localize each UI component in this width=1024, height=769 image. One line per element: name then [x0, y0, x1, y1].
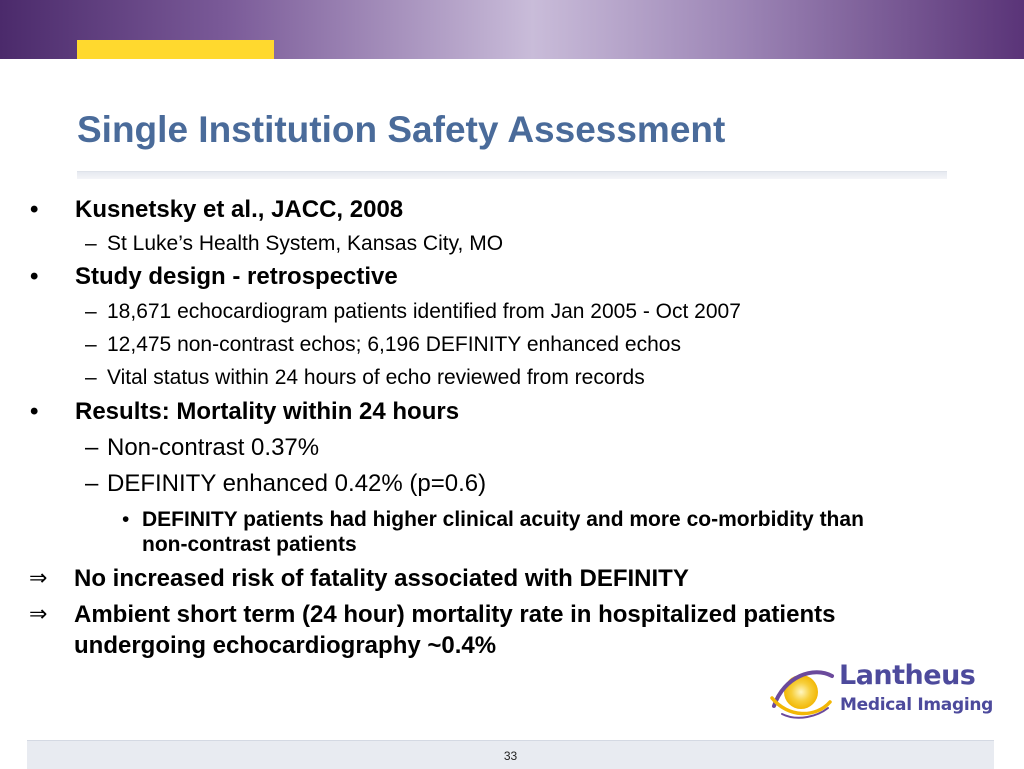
implication-mortality-rate: [29, 599, 944, 661]
dash-marker: –: [85, 470, 99, 497]
sub-bullet-text: Vital status within 24 hours of echo reviewed from records: [107, 366, 645, 389]
bullet-marker: •: [30, 263, 39, 290]
bullet-marker: •: [30, 398, 39, 425]
dash-marker: –: [85, 232, 97, 255]
dash-marker: –: [85, 366, 97, 389]
sub-bullet-institution: [85, 232, 504, 256]
implication-no-risk: [29, 563, 944, 594]
sub-bullet-text: Non-contrast 0.37%: [107, 434, 320, 461]
sub-bullet-text: 18,671 echocardiogram patients identified from Jan 2005 - Oct 2007: [107, 300, 741, 323]
dash-marker: –: [85, 333, 97, 356]
sub-bullet-patients: [85, 300, 741, 324]
page-number: 33: [503, 749, 518, 763]
sub-bullet-echo-counts: [85, 333, 681, 357]
logo-swirl-icon: [768, 662, 838, 722]
bullet-text: Study design - retrospective: [75, 263, 398, 290]
slide-title: Single Institution Safety Assessment: [77, 109, 726, 150]
implication-text: No increased risk of fatality associated with DEFINITY: [74, 565, 689, 592]
note-text: DEFINITY patients had higher clinical acuity and more co-morbidity than non-contrast patients: [142, 508, 864, 556]
implication-text: Ambient short term (24 hour) mortality rate in hospitalized patients undergoing echocardiography ~0.4%: [74, 601, 836, 659]
dash-marker: –: [85, 300, 97, 323]
note-clinical-acuity: [122, 507, 892, 557]
bullet-marker: •: [122, 508, 130, 531]
implies-arrow-icon: ⇒: [29, 566, 48, 591]
sub-bullet-text: 12,475 non-contrast echos; 6,196 DEFINITY enhanced echos: [107, 333, 681, 356]
bullet-marker: •: [30, 196, 39, 223]
bullet-study-design: [30, 263, 398, 291]
sub-bullet-text: St Luke’s Health System, Kansas City, MO: [107, 232, 504, 255]
sub-bullet-definity: [85, 470, 487, 498]
logo-name: Lantheus: [839, 660, 976, 691]
implies-arrow-icon: ⇒: [29, 602, 48, 627]
bullet-citation: [30, 196, 404, 224]
footer-bar: [27, 740, 994, 769]
logo-tagline: Medical Imaging: [840, 695, 994, 715]
sub-bullet-text: DEFINITY enhanced 0.42% (p=0.6): [107, 470, 487, 497]
sub-bullet-vital-status: [85, 366, 645, 390]
lantheus-logo: [768, 662, 998, 722]
bullet-text: Results: Mortality within 24 hours: [75, 398, 460, 425]
bullet-text: Kusnetsky et al., JACC, 2008: [75, 196, 404, 223]
bullet-results: [30, 398, 460, 426]
sub-bullet-non-contrast: [85, 434, 320, 462]
dash-marker: –: [85, 434, 99, 461]
